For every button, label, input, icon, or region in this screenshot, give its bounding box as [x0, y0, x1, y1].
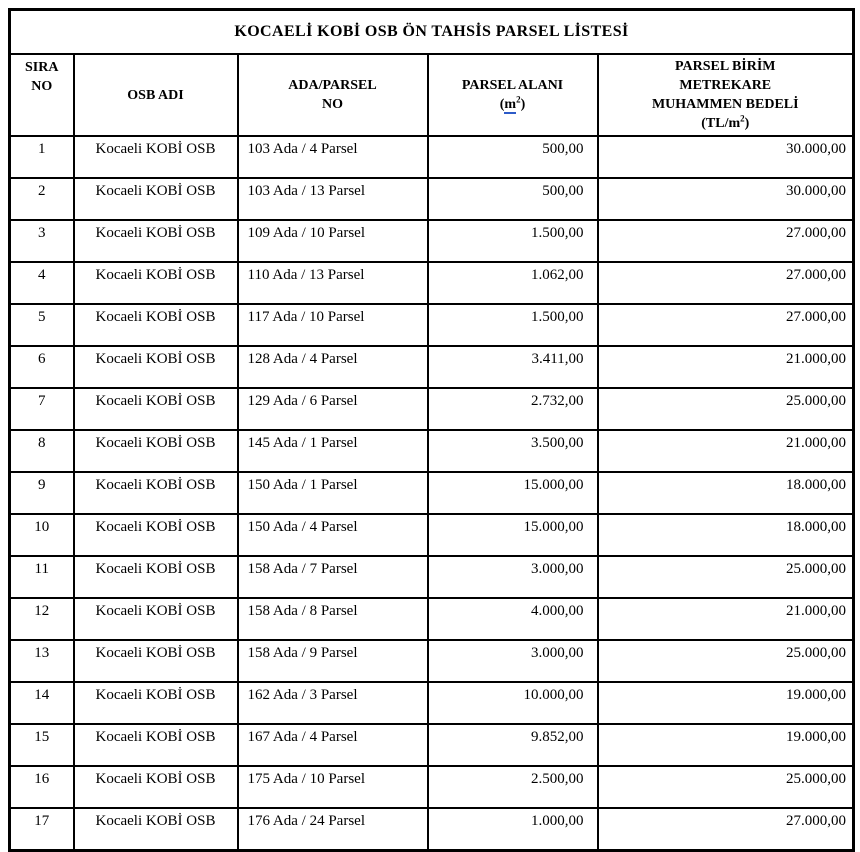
cell-ada-parsel-no: 150 Ada / 4 Parsel [238, 514, 428, 556]
cell-parsel-alani: 4.000,00 [428, 598, 598, 640]
unit-paren-close: ) [520, 97, 526, 112]
cell-muhammen-bedeli: 18.000,00 [598, 514, 854, 556]
table-row [10, 220, 854, 262]
cell-osb-adi: Kocaeli KOBİ OSB [74, 136, 238, 178]
cell-parsel-alani: 500,00 [428, 178, 598, 220]
cell-sira-no: 14 [10, 682, 74, 724]
header-line: OSB ADI [127, 87, 184, 103]
table-row [10, 724, 854, 766]
cell-sira-no: 6 [10, 346, 74, 388]
header-line: PARSEL BİRİM [675, 59, 776, 74]
unit-superscript: 2 [516, 94, 521, 105]
cell-parsel-alani: 1.500,00 [428, 220, 598, 262]
unit-superscript: 2 [740, 113, 745, 124]
title-row [10, 10, 854, 55]
cell-osb-adi: Kocaeli KOBİ OSB [74, 388, 238, 430]
cell-osb-adi: Kocaeli KOBİ OSB [74, 808, 238, 851]
col-header-osb-adi [74, 54, 238, 136]
cell-osb-adi: Kocaeli KOBİ OSB [74, 766, 238, 808]
cell-parsel-alani: 3.000,00 [428, 556, 598, 598]
cell-osb-adi: Kocaeli KOBİ OSB [74, 514, 238, 556]
cell-osb-adi: Kocaeli KOBİ OSB [74, 346, 238, 388]
cell-ada-parsel-no: 128 Ada / 4 Parsel [238, 346, 428, 388]
cell-ada-parsel-no: 150 Ada / 1 Parsel [238, 472, 428, 514]
cell-parsel-alani: 1.062,00 [428, 262, 598, 304]
table-row [10, 598, 854, 640]
table-row [10, 346, 854, 388]
cell-parsel-alani: 1.000,00 [428, 808, 598, 851]
cell-parsel-alani: 3.000,00 [428, 640, 598, 682]
cell-sira-no: 10 [10, 514, 74, 556]
cell-osb-adi: Kocaeli KOBİ OSB [74, 220, 238, 262]
header-line: NO [31, 79, 53, 94]
cell-muhammen-bedeli: 25.000,00 [598, 766, 854, 808]
cell-parsel-alani: 10.000,00 [428, 682, 598, 724]
cell-sira-no: 12 [10, 598, 74, 640]
table-row [10, 388, 854, 430]
cell-ada-parsel-no: 162 Ada / 3 Parsel [238, 682, 428, 724]
cell-sira-no: 8 [10, 430, 74, 472]
cell-muhammen-bedeli: 21.000,00 [598, 430, 854, 472]
cell-parsel-alani: 9.852,00 [428, 724, 598, 766]
cell-muhammen-bedeli: 25.000,00 [598, 388, 854, 430]
table-row [10, 640, 854, 682]
table-row [10, 262, 854, 304]
cell-sira-no: 13 [10, 640, 74, 682]
header-row [10, 54, 854, 136]
cell-osb-adi: Kocaeli KOBİ OSB [74, 598, 238, 640]
cell-parsel-alani: 500,00 [428, 136, 598, 178]
cell-osb-adi: Kocaeli KOBİ OSB [74, 724, 238, 766]
cell-sira-no: 5 [10, 304, 74, 346]
cell-sira-no: 1 [10, 136, 74, 178]
cell-parsel-alani: 15.000,00 [428, 472, 598, 514]
parsel-list-table [8, 8, 855, 852]
cell-muhammen-bedeli: 27.000,00 [598, 220, 854, 262]
cell-ada-parsel-no: 158 Ada / 9 Parsel [238, 640, 428, 682]
cell-ada-parsel-no: 117 Ada / 10 Parsel [238, 304, 428, 346]
cell-muhammen-bedeli: 30.000,00 [598, 178, 854, 220]
cell-osb-adi: Kocaeli KOBİ OSB [74, 682, 238, 724]
cell-ada-parsel-no: 175 Ada / 10 Parsel [238, 766, 428, 808]
cell-muhammen-bedeli: 27.000,00 [598, 304, 854, 346]
cell-osb-adi: Kocaeli KOBİ OSB [74, 472, 238, 514]
header-line: MUHAMMEN BEDELİ [651, 97, 799, 112]
header-line: SIRA [25, 60, 59, 75]
cell-ada-parsel-no: 176 Ada / 24 Parsel [238, 808, 428, 851]
cell-osb-adi: Kocaeli KOBİ OSB [74, 556, 238, 598]
header-line: PARSEL ALANI [461, 78, 564, 93]
col-header-muhammen-bedeli [598, 54, 854, 136]
cell-ada-parsel-no: 103 Ada / 13 Parsel [238, 178, 428, 220]
m2-link[interactable] [504, 97, 516, 114]
cell-sira-no: 11 [10, 556, 74, 598]
cell-parsel-alani: 15.000,00 [428, 514, 598, 556]
cell-ada-parsel-no: 167 Ada / 4 Parsel [238, 724, 428, 766]
cell-sira-no: 16 [10, 766, 74, 808]
table-row [10, 430, 854, 472]
cell-muhammen-bedeli: 19.000,00 [598, 724, 854, 766]
cell-ada-parsel-no: 145 Ada / 1 Parsel [238, 430, 428, 472]
col-header-parsel-alani [428, 54, 598, 136]
table-row [10, 556, 854, 598]
cell-ada-parsel-no: 109 Ada / 10 Parsel [238, 220, 428, 262]
table-title: KOCAELİ KOBİ OSB ÖN TAHSİS PARSEL LİSTESİ [10, 10, 854, 55]
cell-osb-adi: Kocaeli KOBİ OSB [74, 262, 238, 304]
header-unit-line [602, 114, 850, 133]
cell-sira-no: 2 [10, 178, 74, 220]
cell-muhammen-bedeli: 27.000,00 [598, 808, 854, 851]
table-row [10, 178, 854, 220]
cell-osb-adi: Kocaeli KOBİ OSB [74, 640, 238, 682]
cell-parsel-alani: 3.411,00 [428, 346, 598, 388]
cell-muhammen-bedeli: 18.000,00 [598, 472, 854, 514]
cell-ada-parsel-no: 158 Ada / 7 Parsel [238, 556, 428, 598]
cell-parsel-alani: 2.500,00 [428, 766, 598, 808]
cell-parsel-alani: 1.500,00 [428, 304, 598, 346]
header-line: NO [322, 97, 343, 112]
table-row [10, 304, 854, 346]
table-row [10, 472, 854, 514]
table-row [10, 514, 854, 556]
cell-sira-no: 4 [10, 262, 74, 304]
cell-muhammen-bedeli: 25.000,00 [598, 556, 854, 598]
cell-sira-no: 15 [10, 724, 74, 766]
cell-sira-no: 17 [10, 808, 74, 851]
cell-ada-parsel-no: 158 Ada / 8 Parsel [238, 598, 428, 640]
table-row [10, 766, 854, 808]
col-header-sira-no [10, 54, 74, 136]
unit-m: m [504, 97, 517, 112]
cell-sira-no: 3 [10, 220, 74, 262]
cell-muhammen-bedeli: 27.000,00 [598, 262, 854, 304]
cell-muhammen-bedeli: 30.000,00 [598, 136, 854, 178]
cell-parsel-alani: 3.500,00 [428, 430, 598, 472]
cell-osb-adi: Kocaeli KOBİ OSB [74, 178, 238, 220]
cell-ada-parsel-no: 103 Ada / 4 Parsel [238, 136, 428, 178]
cell-sira-no: 9 [10, 472, 74, 514]
header-unit-line [432, 95, 594, 114]
table-row [10, 808, 854, 851]
table-row [10, 136, 854, 178]
unit-paren-open: ( [499, 97, 505, 112]
cell-muhammen-bedeli: 19.000,00 [598, 682, 854, 724]
cell-ada-parsel-no: 129 Ada / 6 Parsel [238, 388, 428, 430]
cell-muhammen-bedeli: 21.000,00 [598, 598, 854, 640]
table-row [10, 682, 854, 724]
table-body [10, 136, 854, 851]
col-header-ada-parsel-no [238, 54, 428, 136]
header-line: ADA/PARSEL [288, 78, 377, 93]
cell-ada-parsel-no: 110 Ada / 13 Parsel [238, 262, 428, 304]
cell-osb-adi: Kocaeli KOBİ OSB [74, 430, 238, 472]
cell-muhammen-bedeli: 25.000,00 [598, 640, 854, 682]
unit-prefix: (TL/m [701, 116, 741, 131]
cell-sira-no: 7 [10, 388, 74, 430]
cell-parsel-alani: 2.732,00 [428, 388, 598, 430]
header-line: METREKARE [679, 78, 772, 93]
cell-osb-adi: Kocaeli KOBİ OSB [74, 304, 238, 346]
unit-paren-close: ) [744, 116, 750, 131]
cell-muhammen-bedeli: 21.000,00 [598, 346, 854, 388]
